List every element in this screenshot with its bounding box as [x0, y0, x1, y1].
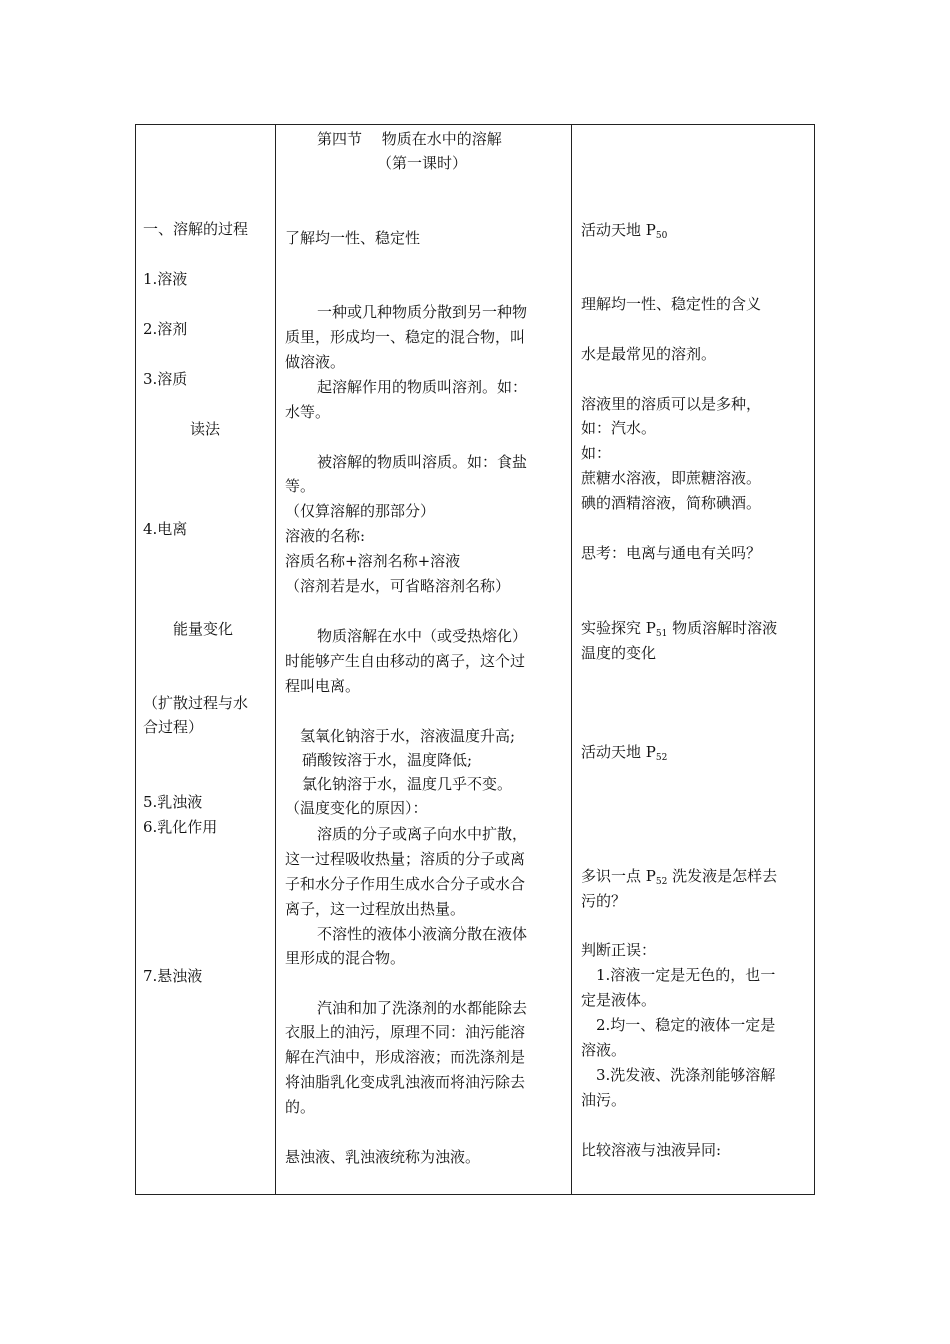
mid-text: 氯化钠溶于水，温度几乎不变。	[302, 775, 513, 793]
mid-text: 一种或几种物质分散到另一种物	[317, 303, 528, 321]
right-text: 1.溶液一定是无色的，也一	[596, 966, 776, 984]
mid-text: 水等。	[285, 403, 331, 421]
left-item: 能量变化	[173, 620, 234, 638]
right-text: 污的？	[581, 892, 627, 910]
right-text: 溶液。	[581, 1041, 627, 1059]
right-text: 活动天地 $P_{50}$	[581, 221, 668, 241]
mid-text: 做溶液。	[285, 353, 346, 371]
right-text: 多识一点 $P_{52}$ 洗发液是怎样去	[581, 867, 778, 887]
right-text: 2.均一、稳定的液体一定是	[596, 1016, 776, 1034]
mid-text: 离子，这一过程放出热量。	[285, 900, 466, 918]
section-title: 第四节 物质在水中的溶解	[317, 130, 502, 148]
mid-text: （溶剂若是水，可省略溶剂名称）	[285, 577, 511, 595]
right-text: 比较溶液与浊液异同:	[581, 1141, 722, 1159]
mid-text: 溶液的名称:	[285, 527, 366, 545]
column-divider	[275, 124, 276, 1195]
lesson-subtitle: （第一课时）	[377, 154, 468, 172]
mid-text: 了解均一性、稳定性	[285, 229, 421, 247]
mid-text: 起溶解作用的物质叫溶剂。如：	[317, 378, 528, 396]
mid-text: （仅算溶解的那部分）	[285, 502, 436, 520]
left-item: 3.溶质	[143, 370, 188, 388]
left-heading: 一、溶解的过程	[143, 220, 249, 238]
left-item: （扩散过程与水	[143, 694, 249, 712]
right-text: 温度的变化	[581, 644, 657, 662]
right-text: 定是液体。	[581, 991, 657, 1009]
column-divider	[571, 124, 572, 1195]
left-item: 6.乳化作用	[143, 818, 218, 836]
mid-text: 解在汽油中，形成溶液；而洗涤剂是	[285, 1048, 526, 1066]
right-text: 如：	[581, 444, 612, 462]
left-item: 读法	[190, 420, 221, 438]
mid-text: 的。	[285, 1098, 316, 1116]
right-text: 判断正误：	[581, 941, 657, 959]
mid-text: 汽油和加了洗涤剂的水都能除去	[317, 999, 528, 1017]
mid-text: 不溶性的液体小液滴分散在液体	[317, 925, 528, 943]
mid-text: 悬浊液、乳浊液统称为浊液。	[285, 1148, 481, 1166]
left-item: 5.乳浊液	[143, 793, 203, 811]
mid-text: 被溶解的物质叫溶质。如：食盐	[317, 453, 528, 471]
right-text: 活动天地 $P_{52}$	[581, 743, 668, 763]
right-text: 理解均一性、稳定性的含义	[581, 295, 762, 313]
mid-text: 将油脂乳化变成乳浊液而将油污除去	[285, 1073, 526, 1091]
mid-text: 溶质的分子或离子向水中扩散，	[317, 825, 528, 843]
mid-text: 里形成的混合物。	[285, 949, 406, 967]
mid-text: 衣服上的油污，原理不同：油污能溶	[285, 1023, 526, 1041]
left-item: 1.溶液	[143, 270, 188, 288]
mid-text: 氢氧化钠溶于水，溶液温度升高;	[300, 727, 516, 745]
right-text: 3.洗发液、洗涤剂能够溶解	[596, 1066, 776, 1084]
left-item: 7.悬浊液	[143, 967, 203, 985]
mid-text: 等。	[285, 477, 316, 495]
right-text: 如：汽水。	[581, 419, 657, 437]
left-item: 合过程）	[143, 718, 204, 736]
right-text: 思考：电离与通电有关吗？	[581, 544, 762, 562]
mid-text: 程叫电离。	[285, 677, 361, 695]
mid-text: 物质溶解在水中（或受热熔化）	[317, 627, 528, 645]
mid-text: 子和水分子作用生成水合分子或水合	[285, 875, 526, 893]
right-text: 蔗糖水溶液，即蔗糖溶液。	[581, 469, 762, 487]
left-item: 2.溶剂	[143, 320, 188, 338]
right-text: 油污。	[581, 1091, 627, 1109]
mid-text: 这一过程吸收热量；溶质的分子或离	[285, 850, 526, 868]
right-text: 溶液里的溶质可以是多种，	[581, 395, 762, 413]
left-item: 4.电离	[143, 520, 188, 538]
mid-text: 时能够产生自由移动的离子，这个过	[285, 652, 526, 670]
right-text: 实验探究 $P_{51}$ 物质溶解时溶液	[581, 619, 778, 639]
mid-text: （温度变化的原因）：	[285, 799, 428, 817]
mid-text: 质里，形成均一、稳定的混合物，叫	[285, 328, 526, 346]
mid-text: 溶质名称+溶剂名称+溶液	[285, 552, 461, 570]
right-text: 碘的酒精溶液，简称碘酒。	[581, 494, 762, 512]
mid-text: 硝酸铵溶于水，温度降低;	[302, 751, 473, 769]
right-text: 水是最常见的溶剂。	[581, 345, 717, 363]
